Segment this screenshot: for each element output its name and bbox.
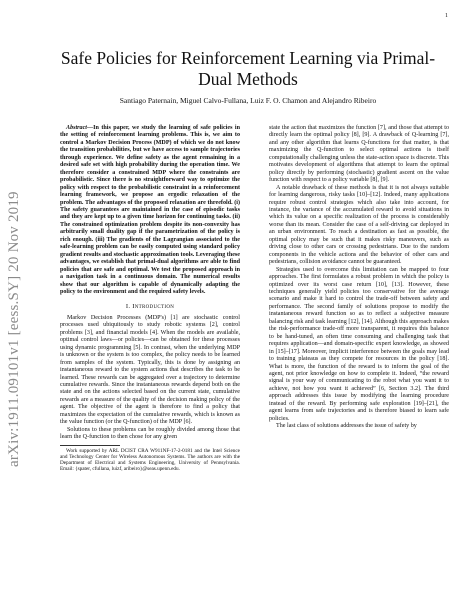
body-paragraph: A notable drawback of these methods is that it is not always suitable for learning dangerous, risky tasks [10]–[12]. Indeed, many applications require robust control strategies which also take into account, for instance, the variance of the accumulated reward to avoid situations in which its value on a specific realization of the process is considerably worse than its mean. Consider the case of a self-driving car deployed in an urban environment. To reach a destination as fast as possible, the optimal policy may be such that it makes risky maneuvers, such as driving close to other cars or crossing pedestrians. Due to the random components in the vehicle actions and the behavior of other cars and pedestrians, collision avoidance cannot be guaranteed. bbox=[269, 184, 449, 266]
page-number: 1 bbox=[445, 13, 448, 19]
arxiv-identifier-stamp: arXiv:1911.09101v1 [eess.SY] 20 Nov 2019 bbox=[6, 191, 22, 467]
body-paragraph: Solutions to these problems can be roughly divided among those that learn the Q-function to then chose for any given bbox=[60, 426, 240, 441]
section-heading-introduction: I. Introduction bbox=[125, 303, 175, 311]
footnote-divider bbox=[60, 445, 120, 446]
abstract-label: Abstract bbox=[66, 125, 87, 131]
author-list: Santiago Paternain, Miguel Calvo-Fullana, Luiz F. O. Chamon and Alejandro Ribeiro bbox=[119, 96, 377, 105]
abstract bbox=[60, 125, 240, 296]
body-paragraph: Strategies used to overcome this limitation can be mapped to four approaches. The first formulates a robust problem in which the policy is optimized over its worst case return [10], [13]. However, these techniques generally yield policies too conservative for the average scenario and make it hard to control the trade-off between safety and performance. The second family of solutions propose to modify the instantaneous reward function so as to reflect a subjective measure balancing risk and task learning [12], [14]. Although this approach makes the risk-performance trade-off more transparent, it requires this balance to be hand-tuned, an often time consuming and challenging task that requires application—and domain-specific expert knowledge, as showed in [15]–[17]. Moreover, implicit interference between the goals may lead to training plateaus as they compete for resources in the policy [18]. What is more, the function of the reward is to inform the goal of the agent, not prior knowledge on how to complete it. Indeed, “the reward signal is your way of communicating to the robot what you want it to achieve, not how you want it achieved” [6, Section 3.2]. The third approach addresses this issue by modifying the learning procedure instead of the reward. By performing safe exploration [19]–[21], the agent learns from safe trajectories and is therefore biased to learn safe policies. bbox=[269, 266, 449, 422]
body-paragraph: Markov Decision Processes (MDP's) [1] are stochastic control processes used ubiquitously to study robotic systems [2], control problems [3], and financial models [4]. When the models are available, optimal control laws—or policies—can be obtained for these processes using dynamic programming [5]. In contrast, when the underlying MDP is unknown or the system is too complex, the policy needs to be learned from samples of the system. Typically, this is done by assigning an instantaneous reward to the system actions that describes the task to be learned. These rewards can be aggregated over a trajectory to determine cumulative rewards. Since the instantaneous rewards depend both on the state and on the actions selected based on the current state, cumulative rewards are a measure of the quality of the decision making policy of the agent. The objective of the agent is therefore to find a policy that maximizes the expectation of the cumulative rewards, which is known as the value function (or the Q-function) of the MDP [6]. bbox=[60, 314, 240, 426]
funding-footnote: Work supported by ARL DCIST CRA W911NF-17-2-0181 and the Intel Science and Technology Center for Wireless Autonomous Systems. The authors are with the Department of Electrical and Systems Engineering, University of Pennsylvania. Email: {spater, cfullana, luizf, aribeiro}@seas.upenn.edu. bbox=[60, 447, 240, 473]
body-paragraph: The last class of solutions addresses the issue of safety by bbox=[276, 423, 417, 430]
paper-title: Safe Policies for Reinforcement Learning via Primal-Dual Methods bbox=[60, 48, 436, 89]
left-column bbox=[60, 125, 240, 472]
body-paragraph: state the action that maximizes the function [7], and those that attempt to directly learn the optimal policy [8], [9]. A drawback of Q-learning [7], and any other algorithm that learns Q-functions for that matter, is that maximizing the Q-function to select optimal actions is itself computationally challenging unless the state-action space is discrete. This motivates development of algorithms that attempt to learn the optimal policy directly by performing (stochastic) gradient ascent on the value function with respect to a policy variable [8], [9]. bbox=[269, 125, 449, 184]
abstract-text: —In this paper, we study the learning of safe policies in the setting of reinforcement learning problems. This is, we aim to control a Markov Decision Process (MDP) of which we do not know the transition probabilities, but we have access to sample trajectories through experience. We define safety as the agent remaining in a desired safe set with high probability during the operation time. We therefore consider a constrained MDP where the constraints are probabilistic. Since there is no straightforward way to optimize the policy with respect to the probabilistic constraint in a reinforcement learning framework, we propose an ergodic relaxation of the problem. The advantages of the proposed relaxation are threefold. (i) The safety guarantees are maintained in the case of episodic tasks and they are kept up to a given time horizon for continuing tasks. (ii) The constrained optimization problem despite its non-convexity has arbitrarily small duality gap if the parametrization of the policy is rich enough. (iii) The gradients of the Lagrangian associated to the safe-learning problem can be easily computed using standard policy gradient results and stochastic approximation tools. Leveraging these advantages, we establish that primal-dual algorithms are able to find policies that are safe and optimal. We test the proposed approach in a navigation task in a continuous domain. The numerical results show that our algorithm is capable of dynamically adapting the policy to the environment and the required safety levels. bbox=[60, 125, 240, 295]
right-column bbox=[269, 125, 449, 431]
